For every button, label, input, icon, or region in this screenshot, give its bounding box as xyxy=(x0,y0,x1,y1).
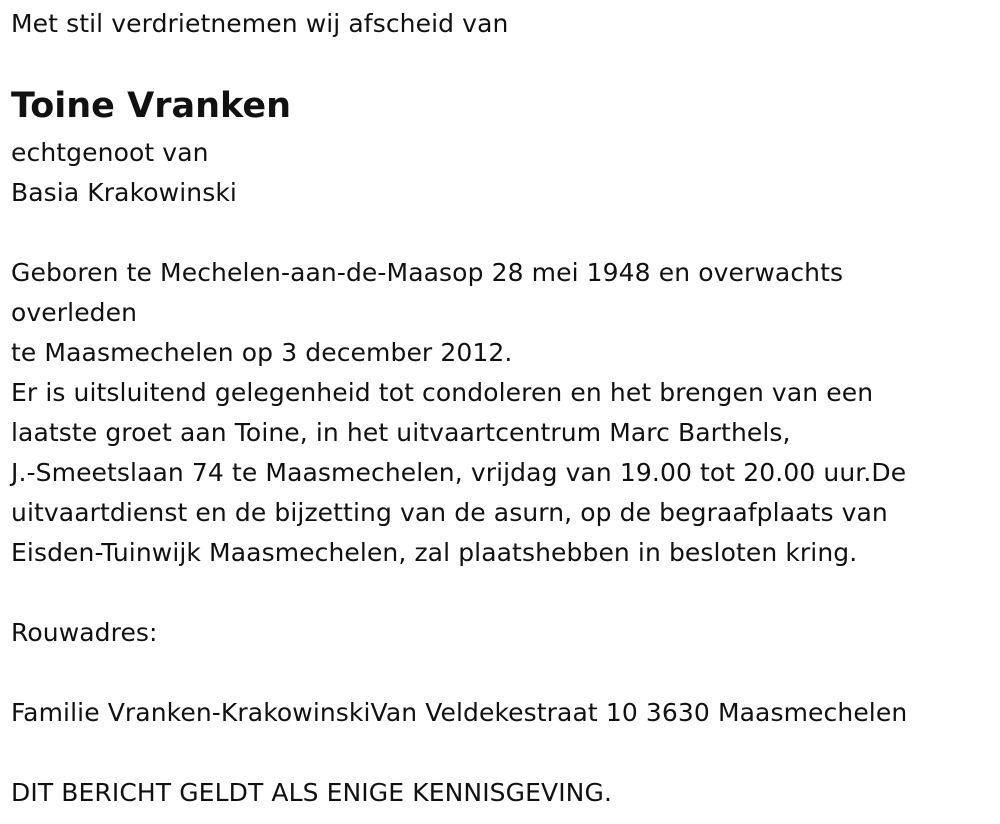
body-line: Eisden-Tuinwijk Maasmechelen, zal plaatshebben in besloten kring. xyxy=(11,538,858,567)
deceased-name: Toine Vranken xyxy=(11,86,291,126)
body-line: te Maasmechelen op 3 december 2012. xyxy=(11,338,513,367)
body-line: overleden xyxy=(11,298,138,327)
intro-text: Met stil verdrietnemen wij afscheid van xyxy=(11,9,509,38)
body-line: laatste groet aan Toine, in het uitvaartcentrum Marc Barthels, xyxy=(11,418,791,447)
relation-text: echtgenoot van xyxy=(11,138,209,167)
spouse-name: Basia Krakowinski xyxy=(11,178,237,207)
body-line: uitvaartdienst en de bijzetting van de asurn, op de begraafplaats van xyxy=(11,498,888,527)
body-line: J.-Smeetslaan 74 te Maasmechelen, vrijdag van 19.00 tot 20.00 uur.De xyxy=(11,458,907,487)
body-line: Geboren te Mechelen-aan-de-Maasop 28 mei 1948 en overwachts xyxy=(11,258,844,287)
closing-text: DIT BERICHT GELDT ALS ENIGE KENNISGEVING. xyxy=(11,778,612,807)
address-label: Rouwadres: xyxy=(11,618,158,647)
body-line: Er is uitsluitend gelegenheid tot condoleren en het brengen van een xyxy=(11,378,874,407)
address-text: Familie Vranken-KrakowinskiVan Veldekestraat 10 3630 Maasmechelen xyxy=(11,698,908,727)
